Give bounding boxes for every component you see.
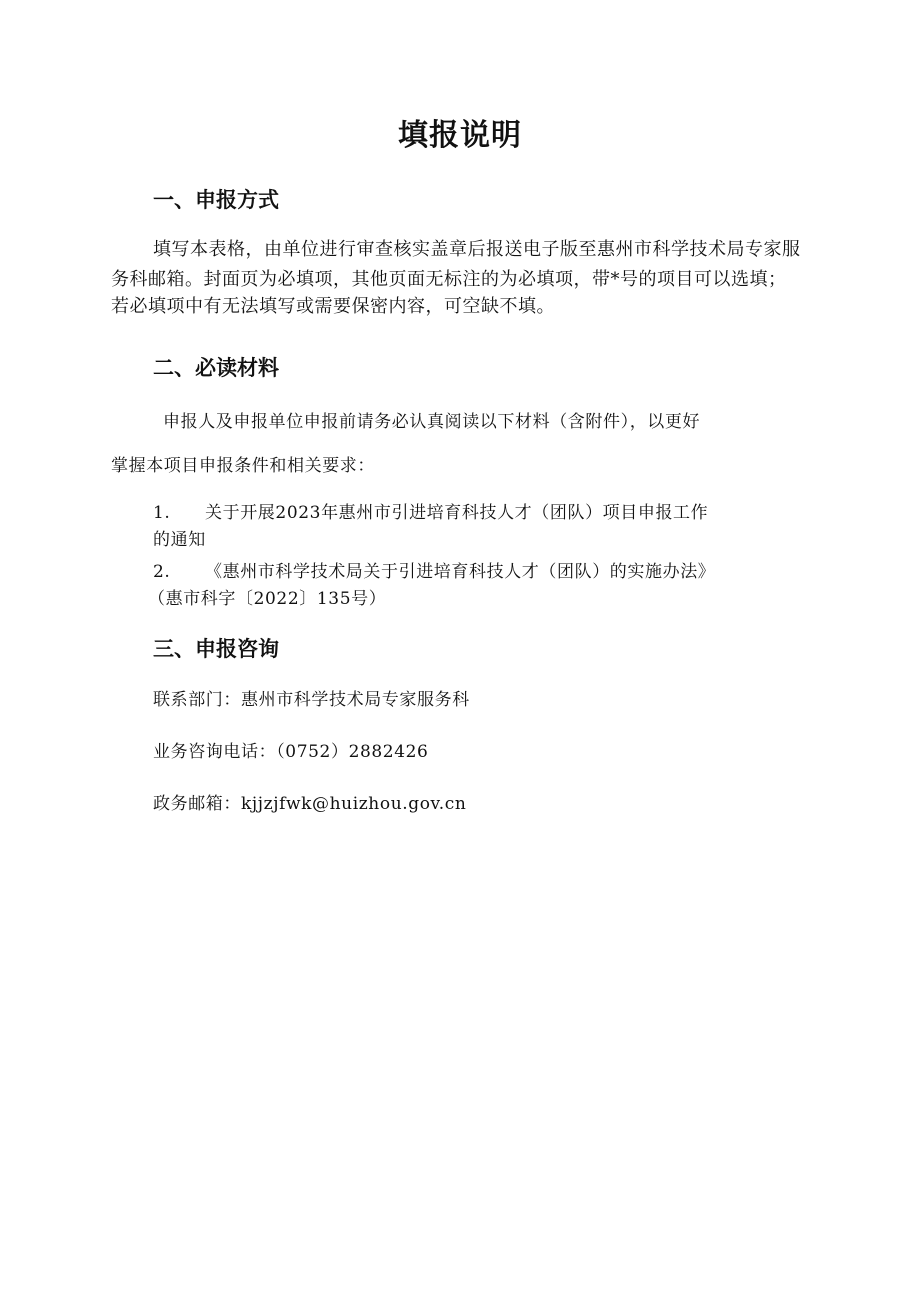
contact-email: 政务邮箱：kjjzjfwk@huizhou.gov.cn bbox=[153, 794, 467, 814]
section-heading-consultation: 三、申报咨询 bbox=[153, 637, 279, 661]
paragraph-line: 填写本表格，由单位进行审查核实盖章后报送电子版至惠州市科学技术局专家服 bbox=[153, 239, 801, 260]
contact-phone: 业务咨询电话：（0752）2882426 bbox=[153, 742, 429, 762]
section-heading-required-reading: 二、必读材料 bbox=[153, 356, 279, 380]
list-item-text: 《惠州市科学技术局关于引进培育科技人才（团队）的实施办法》 bbox=[205, 562, 716, 582]
list-item-number: 2. bbox=[153, 562, 171, 582]
list-item-continuation: 的通知 bbox=[153, 530, 206, 550]
contact-department: 联系部门：惠州市科学技术局专家服务科 bbox=[153, 690, 470, 710]
list-item-number: 1. bbox=[153, 503, 171, 523]
paragraph-line: 若必填项中有无法填写或需要保密内容，可空缺不填。 bbox=[111, 296, 555, 317]
paragraph-line: 申报人及申报单位申报前请务必认真阅读以下材料（含附件），以更好 bbox=[163, 412, 701, 432]
paragraph-line: 掌握本项目申报条件和相关要求： bbox=[111, 456, 375, 476]
list-item-text: 关于开展2023年惠州市引进培育科技人才（团队）项目申报工作 bbox=[205, 503, 709, 523]
paragraph-line: 务科邮箱。封面页为必填项，其他页面无标注的为必填项，带*号的项目可以选填； bbox=[111, 269, 787, 290]
reading-list-item bbox=[153, 498, 708, 523]
page-title: 填报说明 bbox=[398, 118, 522, 153]
list-item-continuation: （惠市科字〔2022〕135号） bbox=[148, 589, 387, 609]
reading-list-item bbox=[153, 557, 715, 582]
section-heading-submission-method: 一、申报方式 bbox=[153, 188, 279, 212]
